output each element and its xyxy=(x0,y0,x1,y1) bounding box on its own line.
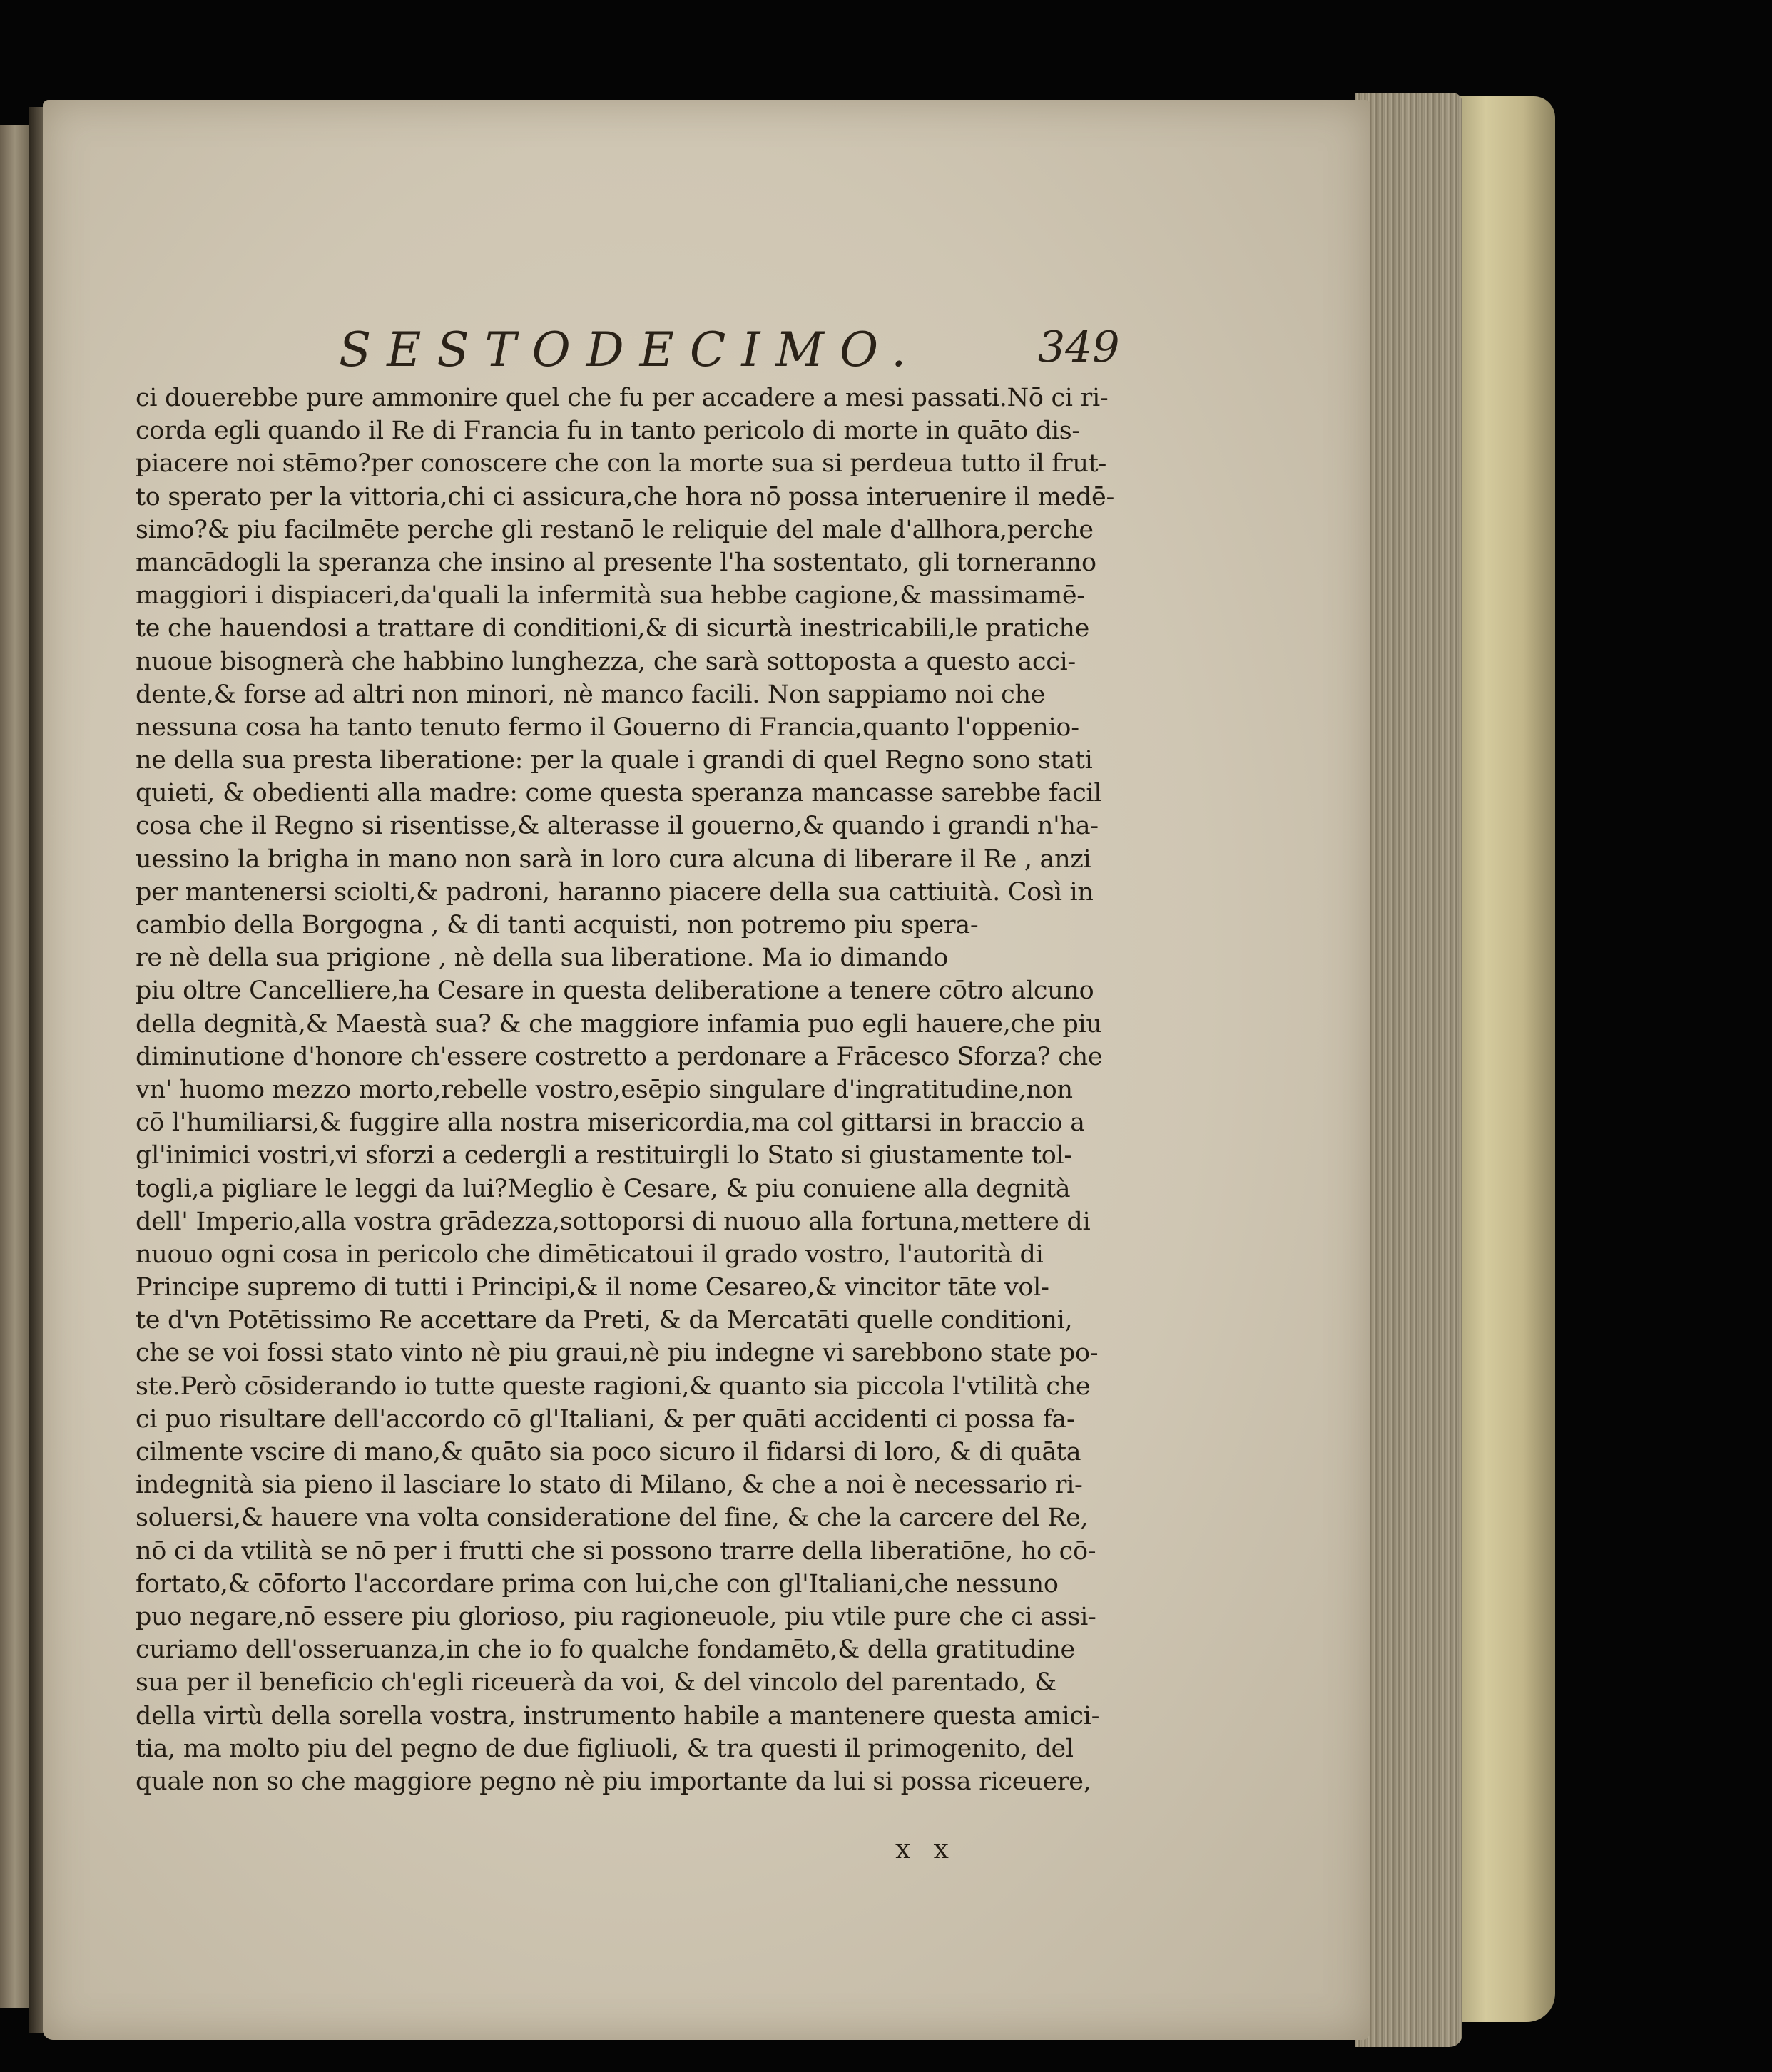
text-line: sua per il beneficio ch'egli riceuerà da voi, & del vincolo del parentado, & xyxy=(136,1668,1056,1698)
text-line: te d'vn Potētissimo Re accettare da Preti, & da Mercatāti quelle conditioni, xyxy=(136,1306,1073,1335)
text-line: togli,a pigliare le leggi da lui?Meglio è Cesare, & piu conuiene alla degnità xyxy=(136,1174,1071,1203)
vellum-binding xyxy=(1448,96,1555,2022)
text-line: te che hauendosi a trattare di conditioni,& di sicurtà inestricabili,le pratiche xyxy=(136,614,1090,643)
text-line: nessuna cosa ha tanto tenuto fermo il Gouerno di Francia,quanto l'oppenio- xyxy=(136,713,1079,742)
text-line: corda egli quando il Re di Francia fu in tanto pericolo di morte in quāto dis- xyxy=(136,417,1080,446)
text-line: quieti, & obedienti alla madre: come questa speranza mancasse sarebbe facil xyxy=(136,779,1102,808)
text-line: per mantenersi sciolti,& padroni, haranno piacere della sua cattiuità. Così in xyxy=(136,877,1094,907)
text-line: fortato,& cōforto l'accordare prima con lui,che con gl'Italiani,che nessuno xyxy=(136,1569,1059,1598)
text-line: dell' Imperio,alla vostra grādezza,sottoporsi di nuouo alla fortuna,mettere di xyxy=(136,1207,1091,1236)
signature-mark: x x xyxy=(895,1833,956,1864)
text-line: puo negare,nō essere piu glorioso, piu ragioneuole, piu vtile pure che ci assi- xyxy=(136,1602,1096,1631)
text-line: cō l'humiliarsi,& fuggire alla nostra misericordia,ma col gittarsi in braccio a xyxy=(136,1108,1085,1138)
text-line: uessino la brigha in mano non sarà in loro cura alcuna di liberare il Re , anzi xyxy=(136,844,1091,874)
text-line: curiamo dell'osseruanza,in che io fo qualche fondamēto,& della gratitudine xyxy=(136,1635,1075,1665)
text-line: che se voi fossi stato vinto nè piu graui,nè piu indegne vi sarebbono state po- xyxy=(136,1339,1099,1368)
text-line: dente,& forse ad altri non minori, nè manco facili. Non sappiamo noi che xyxy=(136,680,1046,709)
book-page xyxy=(43,100,1370,2040)
text-line: cilmente vscire di mano,& quāto sia poco sicuro il fidarsi di loro, & di quāta xyxy=(136,1438,1081,1466)
text-line: mancādogli la speranza che insino al presente l'ha sostentato, gli torneranno xyxy=(136,548,1096,577)
body-text xyxy=(136,382,1134,1798)
text-line: ste.Però cōsiderando io tutte queste ragioni,& quanto sia piccola l'vtilità che xyxy=(136,1372,1091,1401)
text-line: maggiori i dispiaceri,da'quali la infermità sua hebbe cagione,& massimamē- xyxy=(136,581,1085,611)
text-line: re nè della sua prigione , nè della sua liberatione. Ma io dimando xyxy=(136,944,948,973)
page-number: 349 xyxy=(1038,322,1120,372)
text-line: piu oltre Cancelliere,ha Cesare in questa deliberatione a tenere cōtro alcuno xyxy=(136,976,1094,1006)
text-line: diminutione d'honore ch'essere costretto a perdonare a Frācesco Sforza? che xyxy=(136,1042,1103,1071)
text-line: nuoue bisognerà che habbino lunghezza, che sarà sottoposta a questo acci- xyxy=(136,647,1076,676)
running-head: SESTODECIMO. xyxy=(339,322,922,377)
text-line: della degnità,& Maestà sua? & che maggiore infamia puo egli hauere,che piu xyxy=(136,1009,1102,1038)
text-line: gl'inimici vostri,vi sforzi a cedergli a restituirgli lo Stato si giustamente tol- xyxy=(136,1141,1072,1170)
text-line: nuouo ogni cosa in pericolo che dimēticatoui il grado vostro, l'autorità di xyxy=(136,1240,1044,1269)
text-line: soluersi,& hauere vna volta consideratione del fine, & che la carcere del Re, xyxy=(136,1504,1089,1533)
text-line: della virtù della sorella vostra, instrumento habile a mantenere questa amici- xyxy=(136,1701,1100,1730)
text-line: indegnità sia pieno il lasciare lo stato di Milano, & che a noi è necessario ri- xyxy=(136,1471,1083,1500)
text-line: simo?& piu facilmēte perche gli restanō le reliquie del male d'allhora,perche xyxy=(136,515,1094,544)
text-line: Principe supremo di tutti i Principi,& il nome Cesareo,& vincitor tāte vol- xyxy=(136,1273,1049,1302)
text-line: nō ci da vtilità se nō per i frutti che si possono trarre della liberatiōne, ho cō- xyxy=(136,1536,1096,1566)
text-line: tia, ma molto piu del pegno de due figliuoli, & tra questi il primogenito, del xyxy=(136,1734,1074,1763)
text-line: to sperato per la vittoria,chi ci assicura,che hora nō possa interuenire il medē- xyxy=(136,482,1114,511)
text-line: cambio della Borgogna , & di tanti acquisti, non potremo piu spera- xyxy=(136,911,979,939)
page-fore-edge xyxy=(1355,93,1462,2047)
text-line: vn' huomo mezzo morto,rebelle vostro,esēpio singulare d'ingratitudine,non xyxy=(136,1075,1073,1104)
text-line: ci douerebbe pure ammonire quel che fu per accadere a mesi passati.Nō ci ri- xyxy=(136,384,1109,412)
text-line: quale non so che maggiore pegno nè piu importante da lui si possa riceuere, xyxy=(136,1767,1091,1796)
text-line: ne della sua presta liberatione: per la quale i grandi di quel Regno sono stati xyxy=(136,746,1093,775)
text-line: cosa che il Regno si risentisse,& alterasse il gouerno,& quando i grandi n'ha- xyxy=(136,812,1099,841)
text-line: piacere noi stēmo?per conoscere che con la morte sua si perdeua tutto il frut- xyxy=(136,449,1106,479)
text-line: ci puo risultare dell'accordo cō gl'Italiani, & per quāti accidenti ci possa fa- xyxy=(136,1404,1075,1434)
page-header xyxy=(43,314,1370,378)
